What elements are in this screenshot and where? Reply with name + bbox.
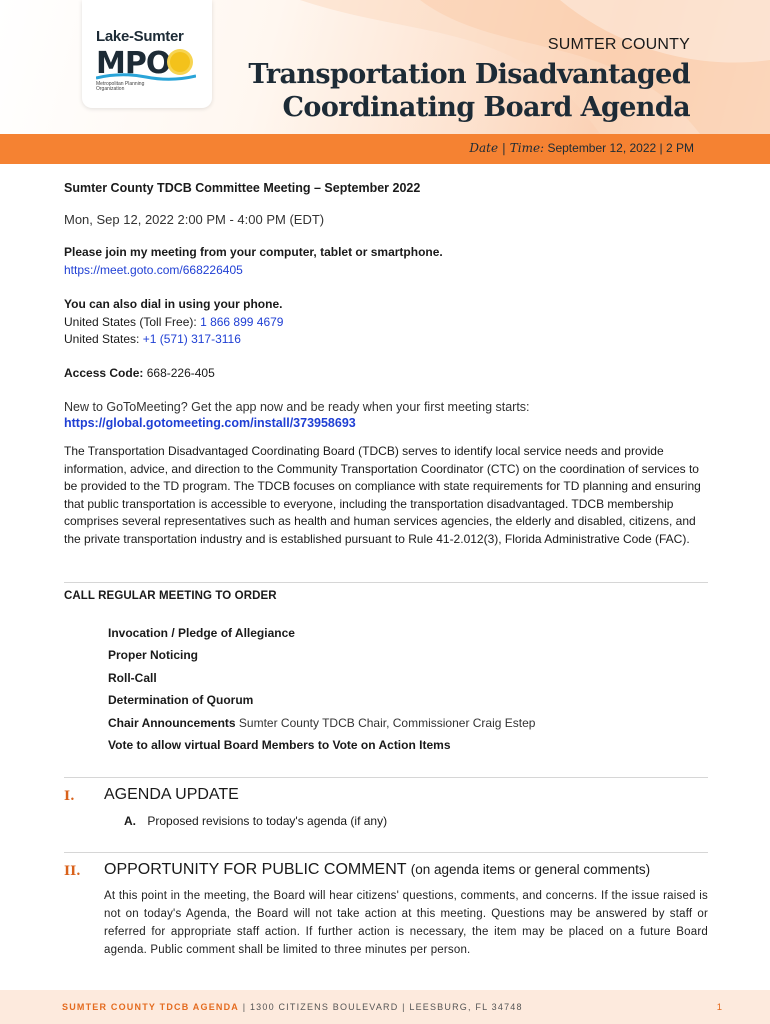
agenda-update-item: [124, 814, 387, 828]
date-label: Date | Time:: [469, 141, 545, 155]
meeting-heading: Sumter County TDCB Committee Meeting – September 2022: [64, 181, 421, 195]
tollfree-number[interactable]: 1 866 899 4679: [200, 314, 284, 329]
meeting-dateline: [469, 141, 694, 155]
list-item: Determination of Quorum: [108, 693, 254, 708]
footer-agenda-name: SUMTER COUNTY TDCB AGENDA: [62, 1002, 240, 1012]
list-item: Proper Noticing: [108, 648, 199, 663]
us-line: [64, 331, 714, 349]
access-code: 668-226-405: [146, 366, 215, 380]
section-title-agenda-update: AGENDA UPDATE: [104, 786, 239, 803]
gotomeeting-info: [64, 399, 534, 431]
logo-subtitle: Metropolitan Planning Organization: [96, 81, 145, 92]
item-text: Proposed revisions to today's agenda (if any): [147, 814, 388, 828]
logo-name: Lake-Sumter: [96, 28, 184, 45]
access-code-line: [64, 365, 714, 383]
meeting-datetime: Mon, Sep 12, 2022 2:00 PM - 4:00 PM (EDT): [64, 212, 325, 227]
section-title-public-comment: OPPORTUNITY FOR PUBLIC COMMENT (on agenda items or general comments): [104, 861, 651, 878]
divider: [64, 777, 708, 778]
join-info: [64, 244, 714, 279]
dial-info: [64, 296, 714, 349]
us-number[interactable]: +1 (571) 317-3116: [142, 332, 241, 346]
public-comment-text: At this point in the meeting, the Board will hear citizens' questions, comments, and concerns. If the issue raised is not on today's Agenda, the Board will not take action at this meeting. Questions may be answered by staff or referred for appropriate staff action. If further action is necessary, the item may be placed on a future Board agenda. Public comment shall be limited to three minutes per person.: [104, 890, 708, 956]
footer-address: [62, 1002, 523, 1012]
access-label: Access Code:: [64, 366, 144, 380]
county-label: SUMTER COUNTY: [547, 36, 690, 53]
footer-address-text: | 1300 CITIZENS BOULEVARD | LEESBURG, FL 34748: [242, 1002, 523, 1012]
section-title-suffix: (on agenda items or general comments): [410, 862, 651, 877]
page-title: [170, 58, 690, 124]
install-link[interactable]: https://global.gotomeeting.com/install/373958693: [64, 416, 356, 430]
list-item: Vote to allow virtual Board Members to Vote on Action Items: [108, 737, 451, 752]
join-link[interactable]: https://meet.goto.com/668226405: [64, 262, 243, 277]
newto-text: New to GoToMeeting? Get the app now and be ready when your first meeting starts:: [64, 400, 530, 414]
title-line-1: Transportation Disadvantaged: [248, 59, 690, 90]
chair-name: Sumter County TDCB Chair, Commissioner Craig Estep: [238, 715, 536, 730]
list-item: Roll-Call: [108, 670, 157, 685]
call-to-order-heading: CALL REGULAR MEETING TO ORDER: [64, 590, 277, 602]
title-line-2: Coordinating Board Agenda: [282, 92, 690, 123]
divider: [64, 852, 708, 853]
join-text: Please join my meeting from your computer, tablet or smartphone.: [64, 245, 443, 259]
tollfree-label: United States (Toll Free):: [64, 314, 197, 329]
item-letter: A.: [124, 814, 136, 828]
page-number: 1: [716, 1002, 722, 1013]
section-number: II.: [64, 864, 81, 879]
list-item: Chair Announcements Sumter County TDCB Chair, Commissioner Craig Estep: [108, 715, 536, 730]
tollfree-line: [64, 314, 714, 332]
dial-text: You can also dial in using your phone.: [64, 297, 283, 311]
list-item: Invocation / Pledge of Allegiance: [108, 626, 295, 640]
section-number: I.: [64, 789, 75, 804]
logo-mark: MPO: [96, 46, 171, 81]
tdcb-description: The Transportation Disadvantaged Coordinating Board (TDCB) serves to identify local service needs and provide information, advice, and direction to the Community Transportation Coordinator (CTC) on the coordination of services to be provided to the TD program. The TDCB focuses on compliance with state requirements for TD planning and ensuring that public transportation is accessible to everyone, including the transportation disadvantaged. TDCB membership comprises several representatives such as health and human services agencies, the elderly and disabled, citizens, and the private transportation industry and is established pursuant to Rule 41-2.012(3), Florida Administrative Code (FAC).: [64, 444, 701, 546]
date-value: September 12, 2022 | 2 PM: [547, 141, 694, 155]
us-label: United States:: [64, 332, 140, 346]
call-to-order-list: [108, 625, 535, 759]
divider: [64, 582, 708, 583]
